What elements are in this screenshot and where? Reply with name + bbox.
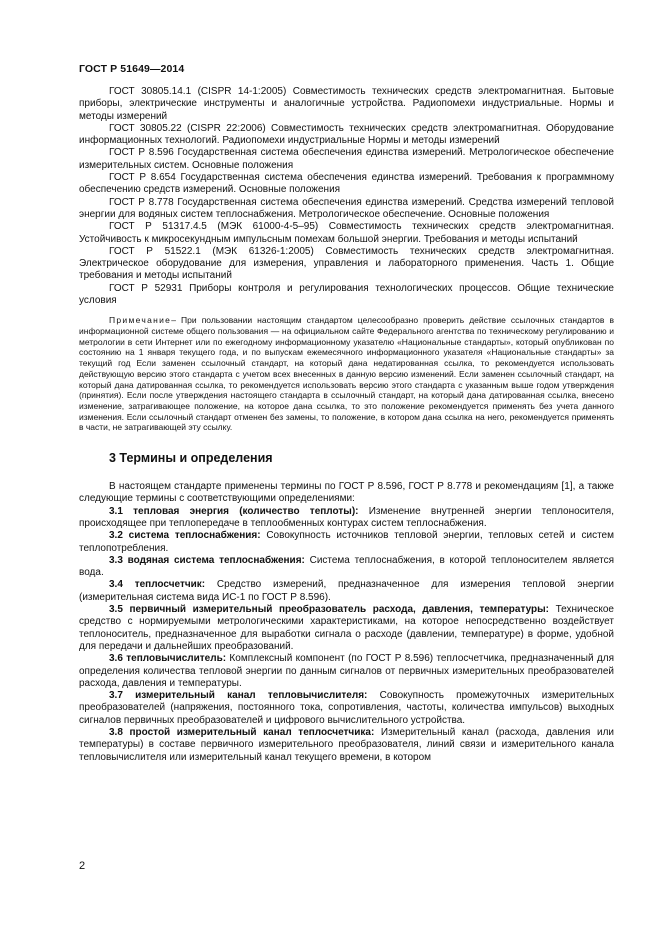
term-name: 3.6 тепловычислитель: [109,653,227,665]
term-name: 3.3 водяная система теплоснабжения: [109,554,305,566]
term-entry [79,506,614,531]
term-name: 3.2 система теплоснабжения: [109,530,261,542]
reference-item: ГОСТ 30805.22 (CISPR 22:2006) Совместимость технических средств электромагнитная. Оборудование информационных технологий. Радиопомехи индустриальные Нормы и методы измерений [79,122,614,147]
term-definition: Средство измерений, предназначенное для измерения тепловой энергии (измерительная система вида ИС-1 по ГОСТ Р 8.596). [79,579,614,603]
reference-item: ГОСТ Р 51522.1 (МЭК 61326-1:2005) Совместимость технических средств электромагнитная. Электрическое оборудование для измерения, управления и лабораторного применения. Часть 1. Общие требования и методы испытаний [79,245,614,282]
term-definition: Комплексный компонент (по ГОСТ Р 8.596) теплосчетчика, предназначенный для определения количества тепловой энергии по данным сигналов от первичных измерительных преобразователей расхода, давления и температуры. [79,653,615,689]
reference-item: ГОСТ Р 52931 Приборы контроля и регулирования технологических процессов. Общие технические условия [79,282,614,307]
reference-item: ГОСТ Р 8.596 Государственная система обеспечения единства измерений. Метрологическое обеспечение измерительных систем. Основные положения [79,147,614,171]
term-name: 3.4 теплосчетчик: [109,579,206,591]
term-name: 3.1 тепловая энергия (количество теплоты): [109,505,359,517]
section-title: 3 Термины и определения [109,451,273,466]
term-definition: Совокупность промежуточных измерительных преобразователей (напряжения, постоянного тока, сопротивления, частоты, количества импульсов) выходных сигналов первичных преобразователей и цифрового вычислительного устройства. [79,690,614,726]
term-definition: Система теплоснабжения, в которой теплоносителем является вода. [79,554,614,579]
term-name: 3.7 измерительный канал тепловычислителя: [109,690,368,702]
term-name: 3.5 первичный измерительный преобразователь расхода, давления, температуры: [109,604,550,616]
terms-list [79,481,614,764]
term-definition: Изменение внутренней энергии теплоносителя, происходящее при теплопередаче в теплообменных контурах систем теплоснабжения. [79,505,614,529]
term-entry [79,530,614,555]
reference-item: ГОСТ Р 51317.4.5 (МЭК 61000-4-5–95) Совместимость технических средств электромагнитная. Устойчивость к микросекундным импульсным помехам большой энергии. Требования и методы испытаний [79,221,614,245]
term-entry [79,690,614,727]
note-text: – При пользовании настоящим стандартом целесообразно проверить действие ссылочных стандартов в информационной системе общего пользования — на официальном сайте Федерального агентства по техническому регулированию и метрологии в сети Интернет или по ежегодному информационному указателю «Национальные стандарты», который опубликован по состоянию на 1 января текущего года, и по выпускам ежемесячного информационного указателя «Национальные стандарты» за текущий год Если заменен ссылочный стандарт, на который дана недатированная ссылка, то рекомендуется использовать действующую версию этого стандарта с учетом всех внесенных в данную версию изменений. Если заменен ссылочный стандарт, на который дана датированная ссылка, то рекомендуется использовать версию этого стандарта с указанным выше годом утверждения (принятия). Если после утверждения настоящего стандарта в ссылочный стандарт, на который дана датированная ссылка, внесено изменение, затрагивающее положение, на которое дана ссылка, то это положение рекомендуется применять без учета данного изменения. Если ссылочный стандарт отменен без замены, то положение, в котором дана ссылка на него, рекомендуется применять в части, не затрагивающей эту ссылку. [79,315,614,433]
document-header: ГОСТ Р 51649—2014 [79,63,185,75]
term-definition: Измерительный канал (расхода, давления или температуры) в составе первичного измерительного преобразователя, линий связи и измерительного канала тепловычислителя или измерительный канал текущего времени, в котором [79,727,615,763]
term-definition: Совокупность источников тепловой энергии, тепловых сетей и систем теплопотребления. [79,530,614,554]
term-entry [79,555,614,580]
term-entry [79,727,614,764]
page-content [79,86,614,764]
note-paragraph [79,315,614,433]
reference-item: ГОСТ Р 8.778 Государственная система обеспечения единства измерений. Средства измерений тепловой энергии для водяных систем теплоснабжения. Метрологическое обеспечение. Основные положения [79,196,614,220]
page-number: 2 [79,860,86,872]
term-entry [79,579,614,604]
term-entry [79,604,614,653]
term-name: 3.8 простой измерительный канал теплосчетчика: [109,727,375,739]
normative-references [79,86,614,307]
terms-intro: В настоящем стандарте применены термины по ГОСТ Р 8.596, ГОСТ Р 8.778 и рекомендациям [1], а также следующие термины с соответствующими определениями: [79,481,614,505]
reference-item: ГОСТ Р 8.654 Государственная система обеспечения единства измерений. Требования к программному обеспечению средств измерений. Основные положения [79,172,614,196]
note-label: Примечание [109,315,172,326]
term-entry [79,653,614,690]
reference-item: ГОСТ 30805.14.1 (CISPR 14-1:2005) Совместимость технических средств электромагнитная. Бытовые приборы, электрические инструменты и аналогичные устройства. Радиопомехи индустриальные. Нормы и методы измерений [79,86,614,122]
term-definition: Техническое средство с нормируемыми метрологическими характеристиками, на которое непосредственно воздействует теплоноситель, предназначенное для выработки сигнала о расходе (давлении, температуре) в форме, удобной для передачи и дальнейших преобразований. [79,604,614,652]
